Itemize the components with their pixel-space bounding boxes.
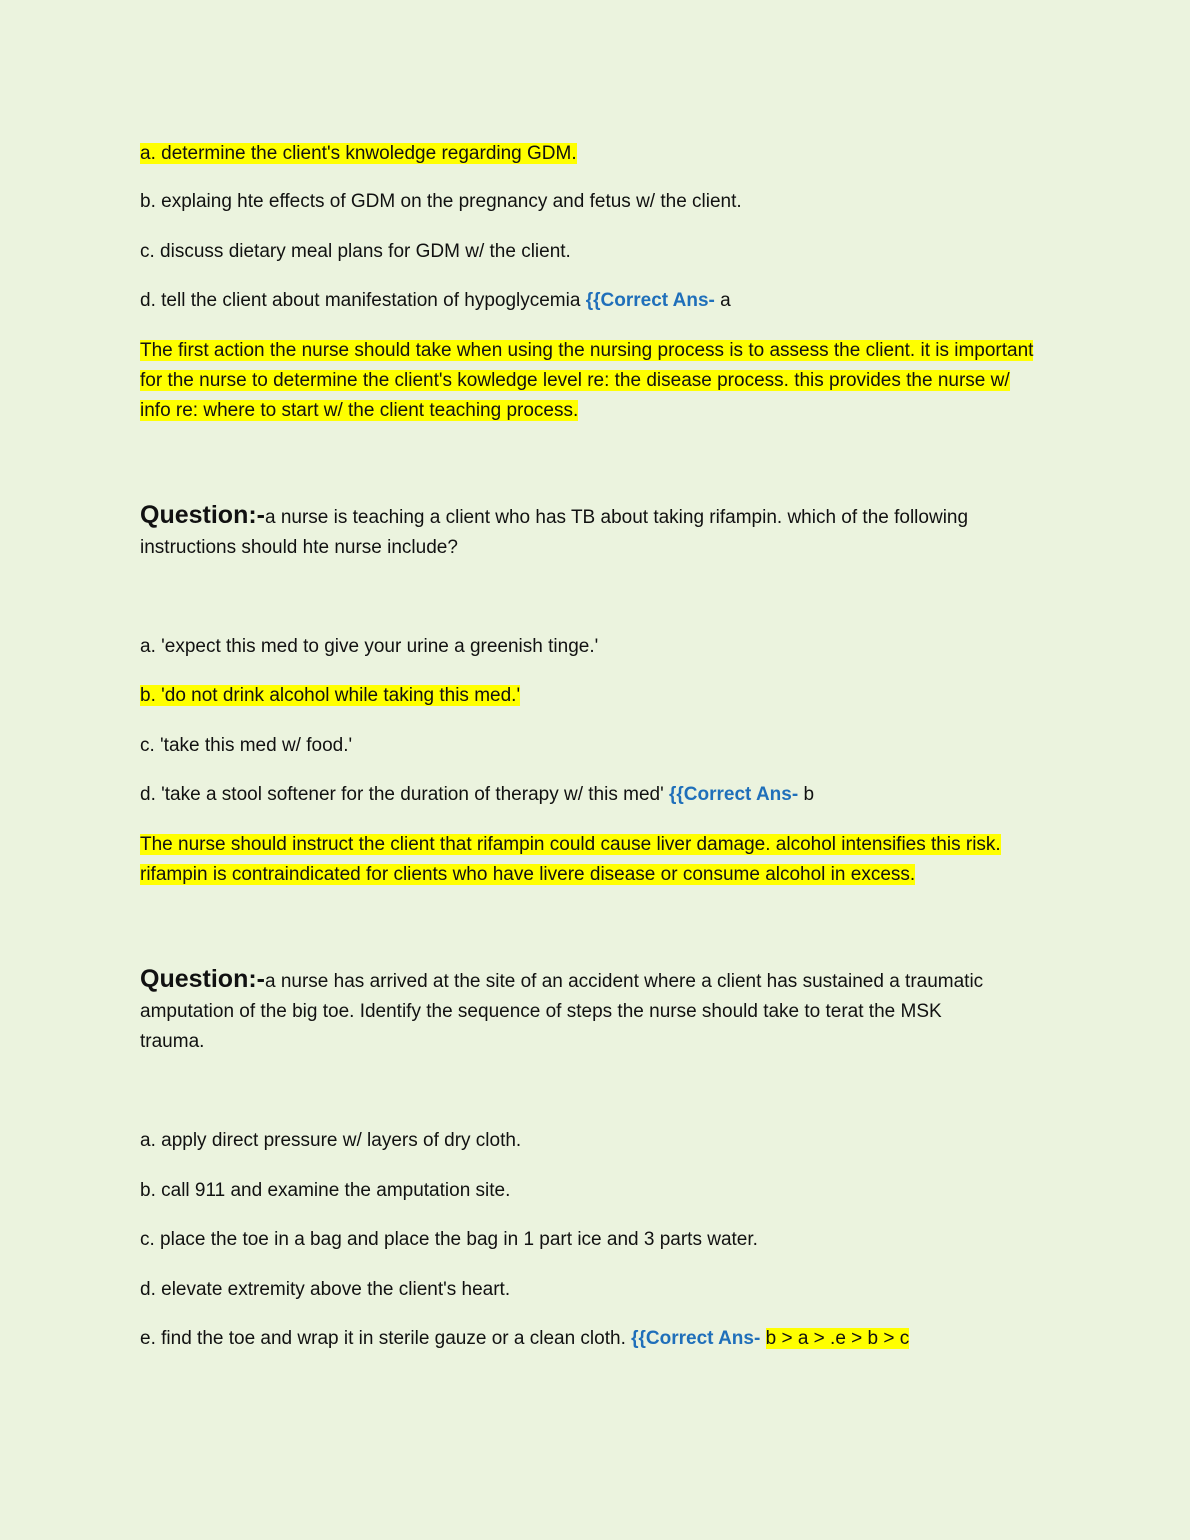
q3-question-text-1: a nurse has arrived at the site of an accident where a client has sustained a traumatic bbox=[265, 971, 984, 992]
q2-answer-marker: {{Correct Ans- bbox=[669, 784, 799, 805]
q2-option-d-text: d. 'take a stool softener for the duration of therapy w/ this med' bbox=[140, 784, 664, 805]
q3-question-line1 bbox=[140, 962, 983, 999]
q3-answer-value: b > a > .e > b > c bbox=[765, 1328, 910, 1349]
q1-option-b: b. explaing hte effects of GDM on the pregnancy and fetus w/ the client. bbox=[140, 191, 742, 212]
q1-option-a bbox=[140, 139, 577, 169]
q2-option-c: c. 'take this med w/ food.' bbox=[140, 735, 353, 756]
q2-rationale-text: The nurse should instruct the client that rifampin could cause liver damage. alcohol intensifies this risk. rifampin is contraindicated for clients who have livere disease or consume alcohol in excess. bbox=[140, 834, 1001, 885]
q2-option-b bbox=[140, 681, 520, 711]
q1-option-c: c. discuss dietary meal plans for GDM w/ the client. bbox=[140, 241, 571, 262]
q1-rationale-text: The first action the nurse should take when using the nursing process is to assess the client. it is important for the nurse to determine the client's kowledge level re: the disease process. this provides the nurse w/ info re: where to start w/ the client teaching process. bbox=[140, 340, 1034, 421]
q3-option-a: a. apply direct pressure w/ layers of dry cloth. bbox=[140, 1130, 522, 1151]
q2-question-line2: instructions should hte nurse include? bbox=[140, 537, 458, 558]
q1-option-d-text: d. tell the client about manifestation of hypoglycemia bbox=[140, 290, 581, 311]
q2-question-label: Question:- bbox=[140, 501, 265, 529]
q1-answer-marker: {{Correct Ans- bbox=[585, 290, 715, 311]
q3-answer-marker: {{Correct Ans- bbox=[631, 1328, 761, 1349]
q3-question-label: Question:- bbox=[140, 965, 265, 993]
q3-option-b: b. call 911 and examine the amputation site. bbox=[140, 1180, 511, 1201]
q2-option-d bbox=[140, 780, 814, 810]
q3-option-e-text: e. find the toe and wrap it in sterile gauze or a clean cloth. bbox=[140, 1328, 626, 1349]
q3-option-c: c. place the toe in a bag and place the bag in 1 part ice and 3 parts water. bbox=[140, 1229, 758, 1250]
q3-option-e bbox=[140, 1324, 909, 1354]
q2-question-text-1: a nurse is teaching a client who has TB about taking rifampin. which of the following bbox=[265, 507, 969, 528]
q3-option-d: d. elevate extremity above the client's heart. bbox=[140, 1279, 511, 1300]
q2-question-line1 bbox=[140, 498, 968, 535]
q2-answer-value: b bbox=[803, 784, 815, 805]
q1-answer-value: a bbox=[720, 290, 731, 311]
q2-option-a: a. 'expect this med to give your urine a greenish tinge.' bbox=[140, 636, 599, 657]
q2-rationale bbox=[140, 830, 1050, 890]
q3-question-line3: trauma. bbox=[140, 1031, 205, 1052]
q3-question-line2: amputation of the big toe. Identify the sequence of steps the nurse should take to terat the MSK bbox=[140, 1001, 942, 1022]
q1-option-d bbox=[140, 286, 731, 316]
q1-option-a-text: a. determine the client's knwoledge regarding GDM. bbox=[140, 143, 577, 164]
q1-rationale bbox=[140, 336, 1040, 426]
q2-option-b-text: b. 'do not drink alcohol while taking this med.' bbox=[140, 685, 521, 706]
